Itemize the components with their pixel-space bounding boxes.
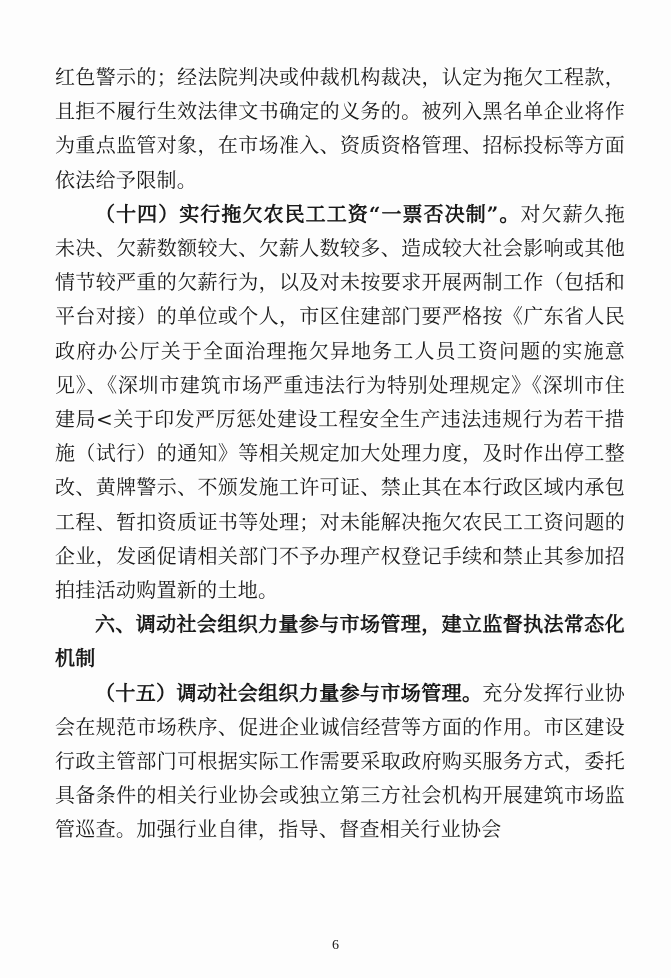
page-number: 6 [332, 938, 339, 953]
section-14-title: （十四）实行拖欠农民工工资“一票否决制”。 [95, 201, 521, 226]
document-body [55, 60, 625, 847]
paragraph-continuation [55, 60, 625, 197]
paragraph-text: 充分发挥行业协会在规范市场秩序、促进企业诚信经营等方面的作用。市区建设行政主管部门可根据实际工作需要采取政府购买服务方式，委托具备条件的相关行业协会或独立第三方社会机构开展建筑市场监管巡查。加强行业自律，指导、督查相关行业协会 [55, 680, 625, 842]
paragraph-text: 红色警示的；经法院判决或仲裁机构裁决，认定为拖欠工程款，且拒不履行生效法律文书确定的义务的。被列入黑名单企业将作为重点监管对象，在市场准入、资质资格管理、招标投标等方面依法给予限制。 [55, 65, 625, 192]
section-15-title: （十五）调动社会组织力量参与市场管理。 [95, 680, 483, 705]
paragraph-text: 对欠薪久拖未决、欠薪数额较大、欠薪人数较多、造成较大社会影响或其他情节较严重的欠薪行为，以及对未按要求开展两制工作（包括和平台对接）的单位或个人，市区住建部门要严格按《广东省人民政府办公厅关于全面治理拖欠异地务工人员工资问题的实施意见》、《深圳市建筑市场严重违法行为特别处理规定》《深圳市住建局<关于印发严厉惩处建设工程安全生产违法违规行为若干措施（试行）的通知》等相关规定加大处理力度，及时作出停工整改、黄牌警示、不颁发施工许可证、禁止其在本行政区域内承包工程、暂扣资质证书等处理；对未能解决拖欠农民工工资问题的企业，发函促请相关部门不予办理产权登记手续和禁止其参加招拍挂活动购置新的土地。 [55, 201, 626, 603]
paragraph-section-15 [55, 676, 625, 847]
chapter-heading-text: 六、调动社会组织力量参与市场管理，建立监督执法常态化机制 [55, 612, 625, 671]
chapter-heading-6 [55, 607, 625, 675]
paragraph-section-14 [55, 197, 625, 607]
